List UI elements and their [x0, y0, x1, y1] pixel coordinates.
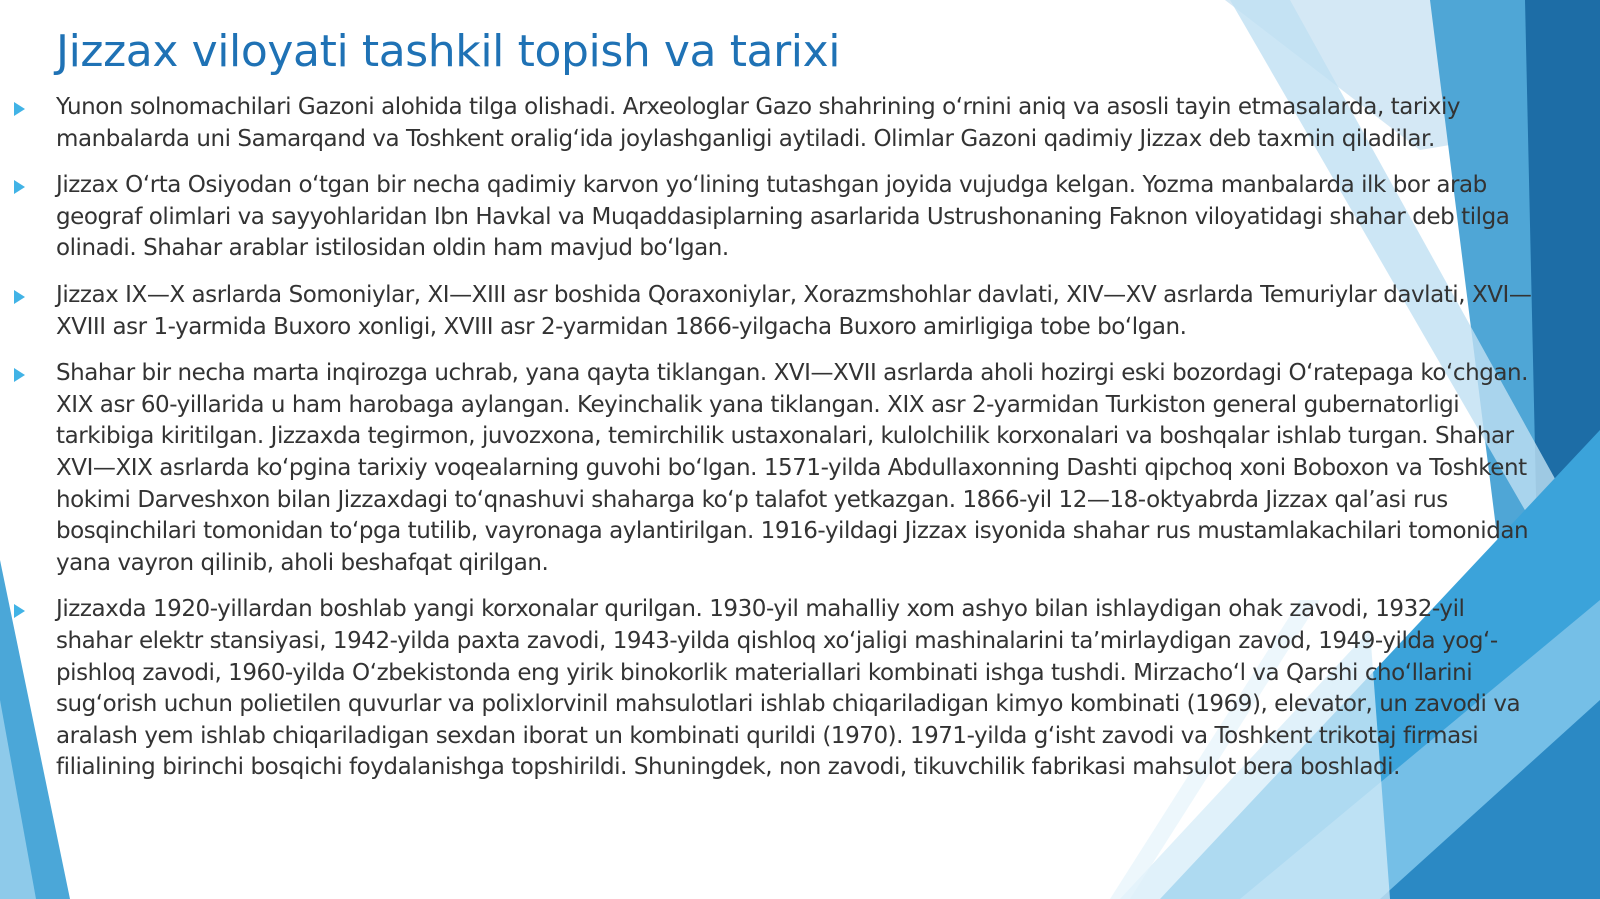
- triangle-bullet-icon: [14, 102, 25, 116]
- triangle-bullet-icon: [14, 604, 25, 618]
- slide-title: Jizzax viloyati tashkil topish va tarixi: [56, 26, 841, 77]
- list-item: [0, 280, 1600, 343]
- triangle-bullet-icon: [14, 290, 25, 304]
- list-item: [0, 358, 1600, 579]
- bullet-text: Jizzax IX—X asrlarda Somoniylar, XI—XIII asr boshida Qoraxoniylar, Xorazmshohlar davlati, XIV—XV asrlarda Temuriylar davlati, XVI—XVIII asr 1-yarmida Buxoro xonligi, XVIII asr 2-yarmidan 1866-yilgacha Buxoro amirligiga tobe boʻlgan.: [56, 281, 1532, 340]
- bullet-text: Shahar bir necha marta inqirozga uchrab, yana qayta tiklangan. XVI—XVII asrlarda aholi hozirgi eski bozordagi Oʻratepaga koʻchgan. XIX asr 60-yillarida u ham harobaga aylangan. Keyinchalik yana tiklangan. XIX asr 2-yarmidan Turkiston general gubernatorligi tarkibiga kiritilgan. Jizzaxda tegirmon, juvozxona, temirchilik ustaxonalari, kulolchilik korxonalari va boshqalar ishlab turgan. Shahar XVI—XIX asrlarda koʻpgina tarixiy voqealarning guvohi boʻlgan. 1571-yilda Abdullaxonning Dashti qipchoq xoni Boboxon va Toshkent hokimi Darveshxon bilan Jizzaxdagi toʻqnashuvi shaharga koʻp talafot yetkazgan. 1866-yil 12—18-oktyabrda Jizzax qalʼasi rus bosqinchilari tomonidan toʻpga tutilib, vayronaga aylantirilgan. 1916-yildagi Jizzax isyonida shahar rus mustamlakachilari tomonidan yana vayron qilinib, aholi beshafqat qirilgan.: [56, 360, 1529, 576]
- bullet-text: Yunon solnomachilari Gazoni alohida tilga olishadi. Arxeologlar Gazo shahrining oʻrnini aniq va asosli tayin etmasalarda, tarixiy manbalarda uni Samarqand va Toshkent oraligʻida joylashganligi aytiladi. Olimlar Gazoni qadimiy Jizzax deb taxmin qiladilar.: [56, 94, 1461, 152]
- list-item: [0, 594, 1600, 784]
- bullet-list: [0, 92, 1600, 799]
- bullet-text: Jizzaxda 1920-yillardan boshlab yangi korxonalar qurilgan. 1930-yil mahalliy xom ashyo bilan ishlaydigan ohak zavodi, 1932-yil shahar elektr stansiyasi, 1942-yilda paxta zavodi, 1943-yilda qishloq xoʻjaligi mashinalarini taʼmirlaydigan zavod, 1949-yilda yogʻ-pishloq zavodi, 1960-yilda Oʻzbekistonda eng yirik binokorlik materiallari kombinati ishga tushdi. Mirzachoʻl va Qarshi choʻllarini sugʻorish uchun polietilen quvurlar va polixlorvinil mahsulotlari ishlab chiqariladigan kimyo kombinati (1969), elevator, un zavodi va aralash yem ishlab chiqariladigan sexdan iborat un kombinati qurildi (1970). 1971-yilda gʻisht zavodi va Toshkent trikotaj firmasi filialining birinchi bosqichi foydalanishga topshirildi. Shuningdek, non zavodi, tikuvchilik fabrikasi mahsulot bera boshladi.: [56, 596, 1521, 781]
- list-item: [0, 170, 1600, 265]
- triangle-bullet-icon: [14, 368, 25, 382]
- triangle-bullet-icon: [14, 180, 25, 194]
- list-item: [0, 92, 1600, 155]
- bullet-text: Jizzax Oʻrta Osiyodan oʻtgan bir necha qadimiy karvon yoʻlining tutashgan joyida vujudga kelgan. Yozma manbalarda ilk bor arab geograf olimlari va sayyohlaridan Ibn Havkal va Muqaddasiplarning asarlarida Ustrushonaning Faknon viloyatidagi shahar deb tilga olinadi. Shahar arablar istilosidan oldin ham mavjud boʻlgan.: [56, 172, 1510, 262]
